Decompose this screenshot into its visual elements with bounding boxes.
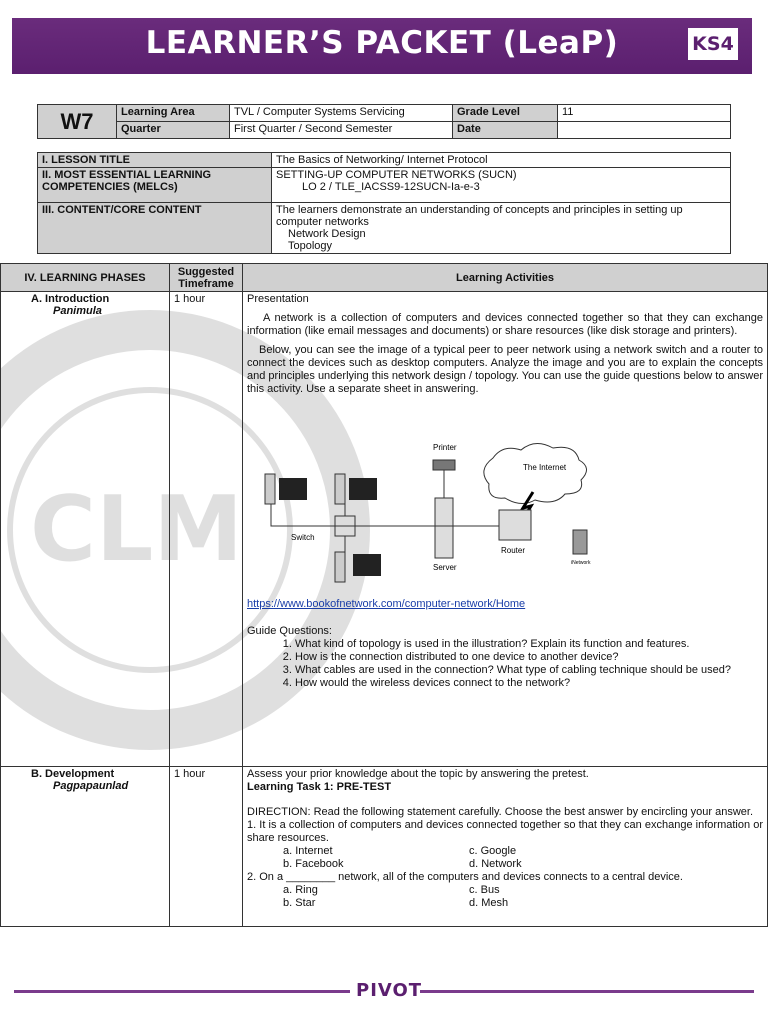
melc-line-2: LO 2 / TLE_IACSS9-12SUCN-Ia-e-3 <box>302 181 480 193</box>
content-item-1: Network Design <box>288 228 366 240</box>
server-icon <box>435 498 453 558</box>
introduction-label: A. Introduction <box>31 293 110 305</box>
footer-line-left <box>14 990 350 993</box>
footer-line-right <box>420 990 754 993</box>
wireless-phone-icon <box>573 530 587 554</box>
quarter-value: First Quarter / Second Semester <box>230 122 453 139</box>
development-label: B. Development <box>31 768 115 780</box>
leap-banner <box>12 18 752 74</box>
monitor-2-icon <box>349 478 377 500</box>
grade-level-label: Grade Level <box>453 105 558 122</box>
guide-question-3: 3. What cables are used in the connection? What type of cabling technique should be used? <box>295 664 763 677</box>
introduction-phase <box>1 292 170 767</box>
lesson-title-value: The Basics of Networking/ Internet Protocol <box>272 153 731 168</box>
printer-label: Printer <box>433 443 457 452</box>
internet-label: The Internet <box>523 463 567 472</box>
intro-paragraph-2: Below, you can see the image of a typical peer to peer network using a network switch and a router to connect the devices such as desktop computers. Analyze the image and you are to explain the concepts and principles underlying this network design / topology. You can use the guide questions below to answer this activity. Use a separate sheet in answering. <box>247 344 763 395</box>
melc-label: II. MOST ESSENTIAL LEARNING COMPETENCIES (MELCs) <box>38 168 272 203</box>
svg-text:CLM: CLM <box>30 477 243 582</box>
learning-area-label: Learning Area <box>117 105 230 122</box>
introduction-activities <box>243 292 768 767</box>
grade-level-value: 11 <box>558 105 731 122</box>
development-time: 1 hour <box>170 767 243 927</box>
phases-header: IV. LEARNING PHASES <box>1 264 170 292</box>
dev-intro-line: Assess your prior knowledge about the topic by answering the pretest. <box>247 768 589 780</box>
switch-label: Switch <box>291 533 315 542</box>
q1-option-d: d. Network <box>469 858 522 870</box>
melc-line-1: SETTING-UP COMPUTER NETWORKS (SUCN) <box>276 169 517 181</box>
content-value <box>272 203 731 254</box>
q2-option-a: a. Ring <box>283 884 318 896</box>
router-icon <box>499 510 531 540</box>
introduction-sub: Panimula <box>53 305 102 317</box>
intro-paragraph-1: A network is a collection of computers and devices connected together so that they can exchange information (like email messages and documents) or share resources (like disk storage and printers). <box>247 312 763 337</box>
guide-question-1: 1. What kind of topology is used in the illustration? Explain its function and features. <box>295 638 763 651</box>
date-label: Date <box>453 122 558 139</box>
question-1: 1. It is a collection of computers and devices connected together so that they can exchange information or share resources. <box>247 819 763 844</box>
guide-question-4: 4. How would the wireless devices connect to the network? <box>295 677 763 690</box>
lesson-title-label: I. LESSON TITLE <box>38 153 272 168</box>
ks4-badge: KS4 <box>688 28 738 60</box>
timeframe-header: Suggested Timeframe <box>170 264 243 292</box>
monitor-3-icon <box>353 554 381 576</box>
activities-header: Learning Activities <box>243 264 768 292</box>
development-sub: Pagpapaunlad <box>53 780 129 792</box>
q2-option-d: d. Mesh <box>469 897 509 909</box>
question-2-options <box>247 884 763 910</box>
q1-option-a: a. Internet <box>283 845 333 857</box>
content-line-1: The learners demonstrate an understanding of concepts and principles in setting up computer networks <box>276 204 683 228</box>
monitor-1-icon <box>279 478 307 500</box>
router-label: Router <box>501 546 526 555</box>
question-2: 2. On a ________ network, all of the computers and devices connects to a central device. <box>247 871 683 883</box>
pretest-direction: DIRECTION: Read the following statement carefully. Choose the best answer by encircling your answer. <box>247 806 754 818</box>
date-value <box>558 122 731 139</box>
source-link[interactable]: https://www.bookofnetwork.com/computer-network/Home <box>247 598 526 610</box>
banner-title: LEARNER’S PACKET (LeaP) <box>145 25 619 61</box>
network-cable <box>271 504 499 526</box>
network-diagram <box>261 440 621 590</box>
q2-option-b: b. Star <box>283 897 316 909</box>
pivot-logo: PIVOT <box>356 980 423 1001</box>
question-1-options <box>247 845 763 871</box>
pc-tower-3-icon <box>335 552 345 582</box>
content-item-2: Topology <box>288 240 333 252</box>
pc-tower-2-icon <box>335 474 345 504</box>
development-phase <box>1 767 170 927</box>
learning-phases-table <box>0 263 768 927</box>
introduction-time: 1 hour <box>170 292 243 767</box>
server-label: Server <box>433 563 457 572</box>
guide-questions-list <box>247 638 763 690</box>
phone-label: iNetwork <box>571 560 591 566</box>
guide-question-2: 2. How is the connection distributed to one device to another device? <box>295 651 763 664</box>
pc-tower-1-icon <box>265 474 275 504</box>
week-cell: W7 <box>38 105 117 139</box>
development-activities <box>243 767 768 927</box>
presentation-heading: Presentation <box>247 293 309 305</box>
melc-value <box>272 168 731 203</box>
q2-option-c: c. Bus <box>469 884 500 896</box>
info-table <box>37 104 731 139</box>
content-label: III. CONTENT/CORE CONTENT <box>38 203 272 254</box>
printer-icon <box>433 460 455 470</box>
guide-questions-title: Guide Questions: <box>247 625 332 637</box>
lesson-table <box>37 152 731 254</box>
q1-option-b: b. Facebook <box>283 858 344 870</box>
quarter-label: Quarter <box>117 122 230 139</box>
internet-cloud-icon <box>484 443 587 503</box>
q1-option-c: c. Google <box>469 845 517 857</box>
pretest-title: Learning Task 1: PRE-TEST <box>247 781 392 793</box>
learning-area-value: TVL / Computer Systems Servicing <box>230 105 453 122</box>
